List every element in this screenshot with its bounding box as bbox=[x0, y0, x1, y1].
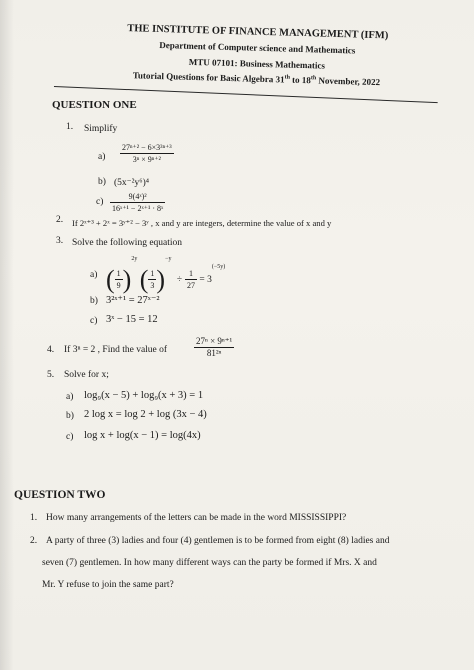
tutorial-title: Tutorial Questions for Basic Algebra 31th to 18th November, 2022 bbox=[132, 70, 381, 88]
q2-item-2-line-3: Mr. Y refuse to join the same part? bbox=[42, 580, 174, 590]
q1-item-1-number: 1. bbox=[66, 122, 74, 132]
q1-4-denominator: 81²ⁿ bbox=[206, 348, 222, 358]
q1-item-4-text: If 3ⁿ = 2 , Find the value of bbox=[64, 345, 168, 355]
q1-item-3-text: Solve the following equation bbox=[72, 238, 183, 248]
q1-5a-label: a) bbox=[66, 392, 74, 402]
q1-4-fraction bbox=[194, 336, 234, 359]
q1-5c-label: c) bbox=[66, 432, 74, 442]
document-header bbox=[86, 22, 428, 111]
page-shadow bbox=[0, 0, 14, 670]
q1-5a-expression: log₉(x − 5) + log₉(x + 3) = 1 bbox=[84, 390, 204, 401]
q1-3c-expression: 3ˣ − 15 = 12 bbox=[106, 314, 158, 325]
q1-3c-label: c) bbox=[90, 316, 98, 326]
institute-name: THE INSTITUTE OF FINANCE MANAGEMENT (IFM) bbox=[127, 23, 389, 42]
q1-1a-numerator: 27ⁿ⁺² − 6×3³ⁿ⁺³ bbox=[122, 143, 172, 152]
q2-item-1-number: 1. bbox=[30, 513, 38, 523]
q1-1a-fraction bbox=[120, 142, 174, 165]
q2-item-2-line-1: A party of three (3) ladies and four (4) gentlemen is to be formed from eight (8) ladies and bbox=[46, 536, 390, 546]
q1-3a-label: a) bbox=[90, 270, 98, 280]
q1-3b-label: b) bbox=[90, 296, 98, 306]
q1-1c-label: c) bbox=[96, 197, 104, 207]
q1-5c-expression: log x + log(x − 1) = log(4x) bbox=[84, 430, 201, 441]
q1-1c-denominator: 16ˣ⁺¹ − 2ˣ⁺¹ · 8ˣ bbox=[112, 204, 164, 213]
department-name: Department of Computer science and Mathematics bbox=[159, 40, 356, 56]
question-one-title: QUESTION ONE bbox=[52, 99, 137, 111]
q1-1c-numerator: 9(4ˣ)² bbox=[110, 191, 165, 203]
q1-4-numerator: 27ⁿ × 9ⁿ⁺¹ bbox=[196, 336, 233, 346]
question-two-title: QUESTION TWO bbox=[14, 489, 106, 501]
q1-item-2-text: If 2ˣ⁺³ + 2ˣ = 3ʸ⁺² − 3ʸ , x and y are integers, determine the value of x and y bbox=[72, 218, 332, 228]
q2-item-1-text: How many arrangements of the letters can be made in the word MISSISSIPPI? bbox=[46, 513, 347, 523]
q1-item-3-number: 3. bbox=[56, 236, 64, 246]
q1-item-2-number: 2. bbox=[56, 215, 64, 225]
q1-1b-expression: (5x⁻²y⁶)⁴ bbox=[114, 178, 150, 188]
q2-item-2-line-2: seven (7) gentlemen. In how many different ways can the party be formed if Mrs. X and bbox=[42, 558, 377, 568]
q1-3a-equation: ( $\frac{1}{9}$ )$^{2y}$ ( $\frac{1}{3}$ )$^{-y}$ ÷ $\frac{1}{27}$ = $3^{(-5y)}$ bbox=[106, 256, 226, 294]
q1-5b-label: b) bbox=[66, 411, 74, 421]
q1-1a-label: a) bbox=[98, 152, 106, 162]
q2-item-2-number: 2. bbox=[30, 536, 38, 546]
q1-item-1-text: Simplify bbox=[84, 124, 118, 134]
q1-1c-fraction bbox=[110, 191, 165, 214]
course-code: MTU 07101: Business Mathematics bbox=[188, 56, 326, 71]
q1-1b-label: b) bbox=[98, 177, 106, 187]
q1-1a-denominator: 3ⁿ × 9ⁿ⁺² bbox=[132, 155, 161, 164]
q1-item-5-text: Solve for x; bbox=[64, 370, 109, 380]
q1-item-4-number: 4. bbox=[47, 345, 55, 355]
q1-5b-expression: 2 log x = log 2 + log (3x − 4) bbox=[84, 409, 207, 420]
q1-item-5-number: 5. bbox=[47, 370, 55, 380]
q1-3b-expression: 3²ˣ⁺¹ = 27ˣ⁻² bbox=[106, 295, 160, 306]
